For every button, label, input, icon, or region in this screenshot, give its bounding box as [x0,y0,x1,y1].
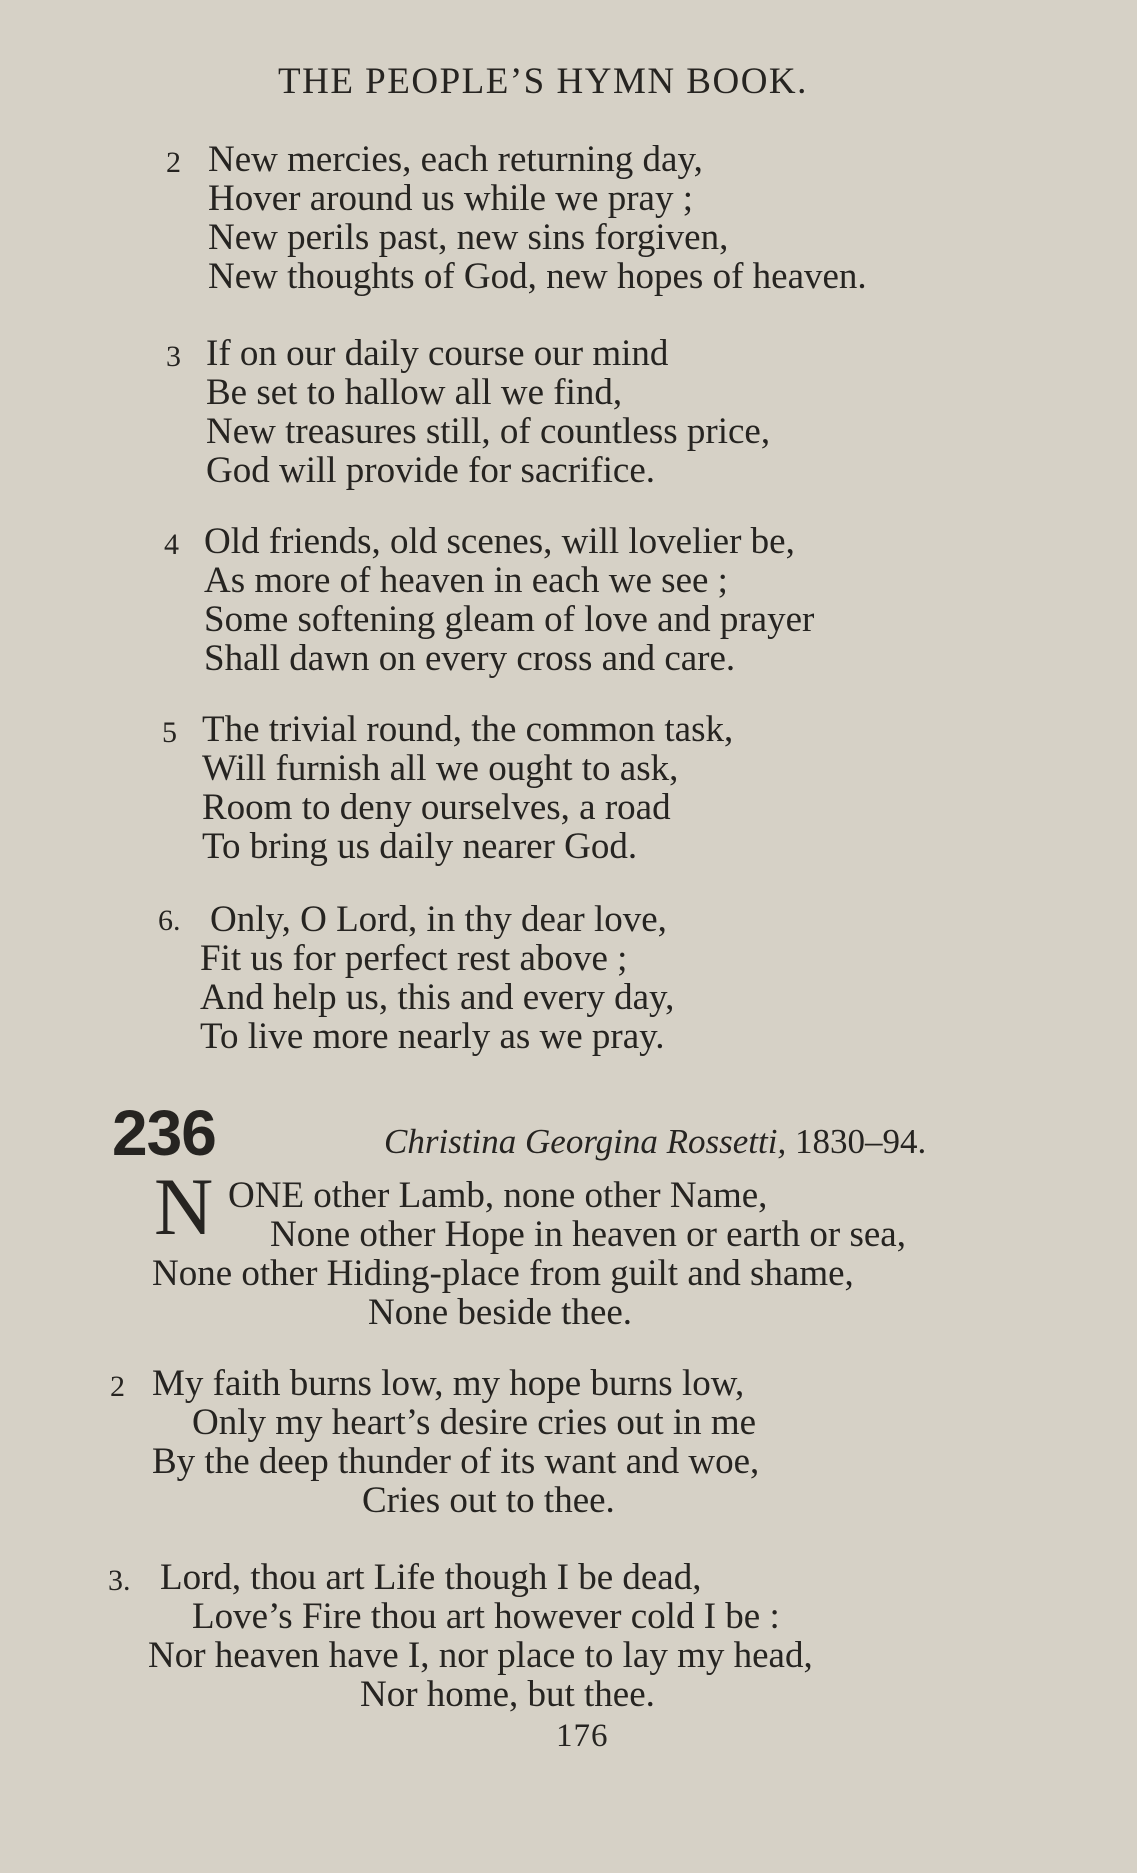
verse-number: 2 [166,146,181,179]
verse-line: Only, O Lord, in thy dear love, [210,899,667,940]
verse-line: None other Hiding-place from guilt and shame, [152,1253,854,1294]
verse-number: 3. [108,1564,131,1597]
verse-line: To bring us daily nearer God. [202,826,638,867]
verse-line: Shall dawn on every cross and care. [204,638,736,679]
hymn-number: 236 [112,1097,216,1169]
verse-line: ONE other Lamb, none other Name, [228,1175,768,1216]
verse-line: Lord, thou art Life though I be dead, [160,1557,702,1598]
verse-line: Fit us for perfect rest above ; [200,938,628,979]
verse-line: Will furnish all we ought to ask, [202,748,679,789]
hymn-236-verse-2 [0,1364,759,1520]
hymn-236-verse-3 [0,1558,813,1714]
verse-line: Be set to hallow all we find, [206,372,623,413]
verse-line: By the deep thunder of its want and woe, [152,1441,760,1482]
drop-cap: N [154,1161,214,1252]
verse-line: Love’s Fire thou art however cold I be : [192,1596,780,1637]
page-number: 176 [556,1718,609,1754]
verse-line: And help us, this and every day, [200,977,675,1018]
verse-line: New thoughts of God, new hopes of heaven. [208,256,867,297]
verse-line: Nor home, but thee. [360,1674,655,1715]
verse-line: Some softening gleam of love and prayer [204,599,815,640]
verse-number: 3 [166,340,181,373]
verse-number: 4 [164,528,179,561]
verse-3 [0,334,770,490]
verse-number: 5 [162,716,177,749]
verse-line: Nor heaven have I, nor place to lay my head, [148,1635,813,1676]
verse-line: None beside thee. [368,1292,633,1333]
author-dates: 1830–94. [794,1122,927,1161]
verse-line: To live more nearly as we pray. [200,1016,665,1057]
verse-line: As more of heaven in each we see ; [204,560,728,601]
hymn-author [384,1122,926,1162]
verse-line: None other Hope in heaven or earth or sea, [270,1214,906,1255]
verse-line: Only my heart’s desire cries out in me [192,1402,757,1443]
verse-line: Cries out to thee. [362,1480,615,1521]
verse-line: The trivial round, the common task, [202,709,734,750]
running-header: THE PEOPLE’S HYMN BOOK. [278,61,808,102]
author-name: Christina Georgina Rossetti, [384,1122,787,1161]
verse-line: New treasures still, of countless price, [206,411,771,452]
verse-line: New perils past, new sins forgiven, [208,217,729,258]
verse-6 [0,900,674,1056]
verse-5 [0,710,733,866]
verse-line: God will provide for sacrifice. [206,450,655,491]
verse-number: 2 [110,1370,125,1403]
verse-line: Room to deny ourselves, a road [202,787,671,828]
verse-number: 6. [158,904,181,937]
verse-line: Hover around us while we pray ; [208,178,693,219]
verse-4 [0,522,814,678]
verse-line: Old friends, old scenes, will lovelier be, [204,521,795,562]
hymn-236-verse-1 [0,1176,906,1332]
verse-line: My faith burns low, my hope burns low, [152,1363,745,1404]
verse-line: If on our daily course our mind [206,333,669,374]
verse-2 [0,140,867,296]
verse-line: New mercies, each returning day, [208,139,703,180]
